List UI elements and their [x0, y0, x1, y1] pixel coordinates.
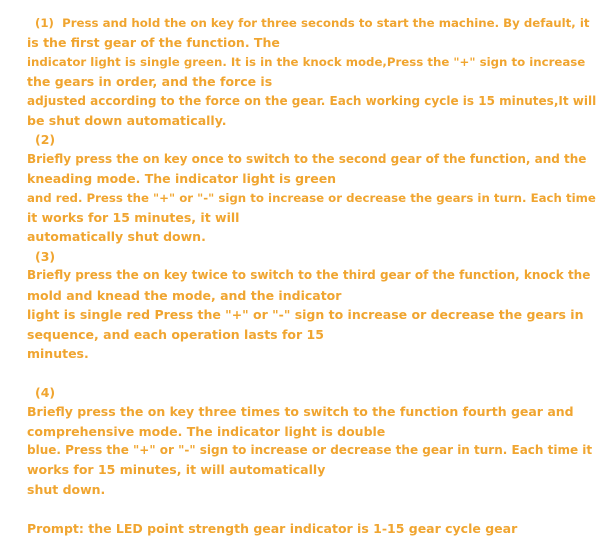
section-2-line-2: kneading mode. The indicator light is green — [27, 171, 337, 187]
section-4 — [27, 383, 593, 499]
section-2-heading: (2) — [35, 132, 56, 148]
section-1-first-line — [27, 14, 590, 33]
section-3-line-5: minutes. — [27, 345, 89, 361]
section-3-line-1: Briefly press the on key twice to switch to the third gear of the function, knock the — [27, 268, 591, 283]
section-1 — [27, 14, 597, 130]
section-1-line-6: be shut down automatically. — [27, 113, 227, 129]
section-2-line-5: automatically shut down. — [27, 229, 206, 245]
section-1-line-5: adjusted according to the force on the gear. Each working cycle is 15 minutes,It will — [27, 93, 597, 108]
section-1-line-3: indicator light is single green. It is in the knock mode,Press the "+" sign to increase — [27, 54, 586, 69]
section-2-line-3: and red. Press the "+" or "-" sign to increase or decrease the gears in turn. Each time — [27, 190, 596, 205]
prompt-note: Prompt: the LED point strength gear indicator is 1-15 gear cycle gear — [27, 520, 518, 536]
section-1-line-2: is the first gear of the function. The — [27, 35, 280, 51]
section-4-line-1: Briefly press the on key three times to switch to the function fourth gear and — [27, 404, 574, 420]
section-4-heading: (4) — [35, 384, 56, 400]
section-3 — [27, 247, 591, 363]
spacer — [27, 363, 575, 382]
section-2-line-4: it works for 15 minutes, it will — [27, 210, 240, 226]
section-4-line-3: blue. Press the "+" or "-" sign to increase or decrease the gear in turn. Each time it — [27, 442, 593, 457]
instruction-document — [27, 14, 597, 538]
section-3-heading: (3) — [35, 248, 56, 264]
section-3-line-3: light is single red Press the "+" or "-" sign to increase or decrease the gears in — [27, 307, 584, 323]
section-1-line-4: the gears in order, and the force is — [27, 74, 273, 90]
section-4-line-4: works for 15 minutes, it will automatically — [27, 462, 326, 478]
section-2 — [27, 130, 596, 246]
section-3-line-2: mold and knead the mode, and the indicator — [27, 287, 342, 303]
section-4-line-2: comprehensive mode. The indicator light is double — [27, 423, 386, 439]
section-3-line-4: sequence, and each operation lasts for 15 — [27, 326, 324, 342]
section-4-line-5: shut down. — [27, 481, 106, 497]
section-1-line-1: Press and hold the on key for three seconds to start the machine. By default, it — [62, 16, 590, 30]
section-1-heading: (1) — [35, 16, 54, 30]
section-2-line-1: Briefly press the on key once to switch to the second gear of the function, and the — [27, 151, 587, 166]
spacer — [27, 499, 575, 518]
